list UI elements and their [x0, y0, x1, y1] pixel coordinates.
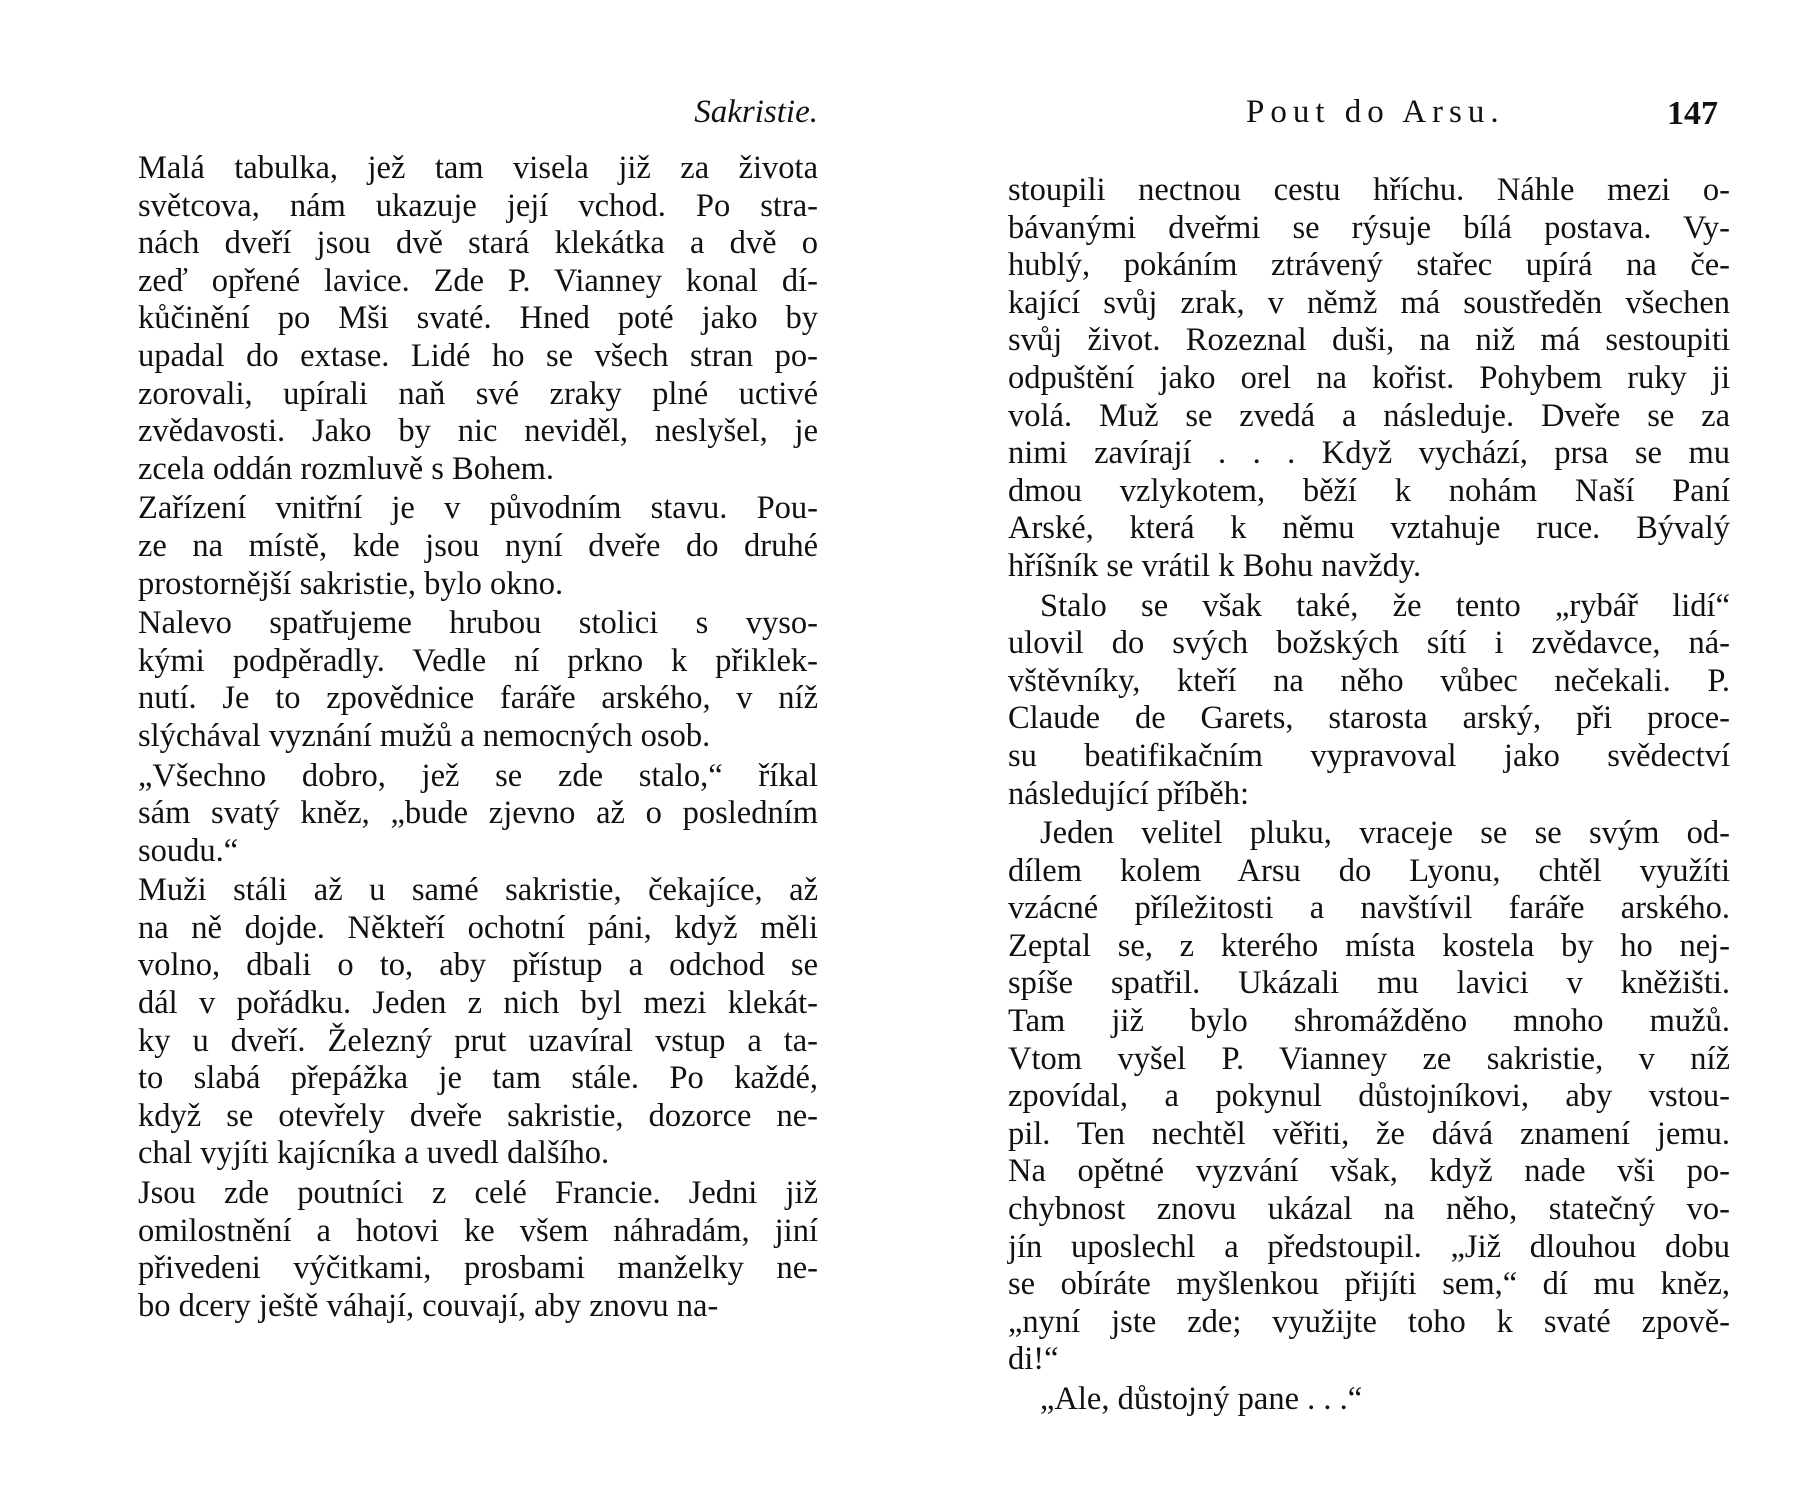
paragraph — [138, 872, 818, 1173]
text-line: Malá tabulka, jež tam visela již za života — [138, 150, 818, 186]
text-line: zpovídal, a pokynul důstojníkovi, aby vstou- — [1008, 1078, 1730, 1115]
text-line: volá. Muž se zvedá a následuje. Dveře se za — [1008, 397, 1730, 434]
text-line: to slabá přepážka je tam stále. Po každé, — [138, 1060, 818, 1097]
text-line: nách dveří jsou dvě stará klekátka a dvě o — [138, 225, 818, 262]
text-line: di!“ — [1008, 1341, 1059, 1378]
text-line: když se otevřely dveře sakristie, dozorce ne- — [138, 1097, 818, 1134]
text-line: Arské, která k němu vztahuje ruce. Bývalý — [1008, 510, 1730, 547]
text-line: volno, dbali o to, aby přístup a odchod se — [138, 947, 818, 984]
text-line: vštěvníky, kteří na něho vůbec nečekali. P. — [1008, 662, 1730, 699]
text-line: kými podpěradly. Vedle ní prkno k přiklek- — [138, 642, 818, 679]
text-line: zorovali, upírali naň své zraky plné uctivé — [138, 375, 818, 412]
text-line: soudu.“ — [138, 832, 239, 869]
text-line: Jsou zde poutníci z celé Francie. Jedni již — [138, 1175, 818, 1212]
text-line: nimi zavírají . . . Když vychází, prsa se mu — [1008, 435, 1730, 472]
text-line: chal vyjíti kajícníka a uvedl dalšího. — [138, 1135, 610, 1172]
left-body-text — [138, 150, 818, 1327]
text-line: kůčinění po Mši svaté. Hned poté jako by — [138, 300, 818, 337]
text-line: „Všechno dobro, jež se zde stalo,“ říkal — [138, 757, 818, 794]
text-line: Vtom vyšel P. Vianney ze sakristie, v níž — [1008, 1040, 1730, 1077]
text-line: odpuštění jako orel na kořist. Pohybem ruky ji — [1008, 359, 1730, 396]
text-line: přivedeni výčitkami, prosbami manželky ne- — [138, 1250, 818, 1287]
text-line: stoupili nectnou cestu hříchu. Náhle mezi o- — [1008, 172, 1730, 208]
page-number: 147 — [1667, 95, 1718, 132]
text-line: Zeptal se, z kterého místa kostela by ho nej- — [1008, 927, 1730, 964]
text-line: upadal do extase. Lidé ho se všech stran po- — [138, 337, 818, 374]
right-body-text — [1008, 172, 1730, 1421]
text-line: Zařízení vnitřní je v původním stavu. Pou- — [138, 490, 818, 527]
text-line: světcova, nám ukazuje její vchod. Po stra- — [138, 187, 818, 224]
text-line: na ně dojde. Někteří ochotní páni, když měli — [138, 909, 818, 946]
text-line: dmou vzlykotem, běží k nohám Naší Paní — [1008, 472, 1730, 509]
text-line: zvědavosti. Jako by nic neviděl, neslyšel, je — [138, 413, 818, 450]
paragraph — [138, 758, 818, 871]
right-page — [908, 0, 1816, 1500]
text-line: ze na místě, kde jsou nyní dveře do druhé — [138, 527, 818, 564]
text-line: ky u dveří. Železný prut uzavíral vstup a ta- — [138, 1022, 818, 1059]
text-line: zeď opřené lavice. Zde P. Vianney konal dí- — [138, 262, 818, 299]
text-line: prostornější sakristie, bylo okno. — [138, 565, 564, 602]
paragraph — [1008, 815, 1730, 1379]
text-line: hříšník se vrátil k Bohu navždy. — [1008, 547, 1422, 584]
text-line: spíše spatřil. Ukázali mu lavici v kněžišti. — [1008, 965, 1730, 1002]
text-line: hublý, pokáním ztrávený stařec upírá na če- — [1008, 247, 1730, 284]
text-line: Stalo se však také, že tento „rybář lidí“ — [1040, 587, 1730, 624]
text-line: dílem kolem Arsu do Lyonu, chtěl využíti — [1008, 852, 1730, 889]
text-line: „nyní jste zde; využijte toho k svaté zpově- — [1008, 1303, 1730, 1340]
text-line: chybnost znovu ukázal na něho, statečný vo- — [1008, 1191, 1730, 1228]
text-line: omilostnění a hotovi ke všem náhradám, jiní — [138, 1212, 818, 1249]
text-line: su beatifikačním vypravoval jako svědectví — [1008, 737, 1730, 774]
text-line: Nalevo spatřujeme hrubou stolici s vyso- — [138, 605, 818, 642]
text-line: sám svatý kněz, „bude zjevno až o posledním — [138, 795, 818, 832]
paragraph — [138, 150, 818, 488]
right-running-head: Pout do Arsu. — [1246, 94, 1505, 130]
text-line: svůj život. Rozeznal duši, na niž má sestoupiti — [1008, 322, 1730, 359]
text-line: bávanými dveřmi se rýsuje bílá postava. Vy- — [1008, 209, 1730, 246]
text-line: Tam již bylo shromážděno mnoho mužů. — [1008, 1003, 1730, 1040]
text-line: „Ale, důstojný pane . . .“ — [1040, 1381, 1363, 1417]
text-line: následující příběh: — [1008, 775, 1249, 812]
paragraph — [1008, 588, 1730, 814]
text-line: Jeden velitel pluku, vraceje se se svým od- — [1040, 815, 1730, 852]
text-line: vzácné příležitosti a navštívil faráře arského. — [1008, 890, 1730, 927]
text-line: pil. Ten nechtěl věřiti, že dává znamení jemu. — [1008, 1115, 1730, 1152]
text-line: kající svůj zrak, v němž má soustředěn všechen — [1008, 284, 1730, 321]
paragraph — [138, 1175, 818, 1325]
text-line: slýchával vyznání mužů a nemocných osob. — [138, 717, 711, 754]
paragraph — [138, 490, 818, 603]
text-line: Claude de Garets, starosta arský, při proce- — [1008, 700, 1730, 737]
paragraph — [1008, 172, 1730, 586]
text-line: Na opětné vyzvání však, když nade vši po- — [1008, 1153, 1730, 1190]
text-line: ulovil do svých božských sítí i zvědavce, ná- — [1008, 625, 1730, 662]
text-line: dál v pořádku. Jeden z nich byl mezi klekát- — [138, 985, 818, 1022]
text-line: Muži stáli až u samé sakristie, čekajíce, až — [138, 872, 818, 909]
paragraph — [138, 605, 818, 755]
paragraph — [1008, 1381, 1730, 1419]
text-line: se obíráte myšlenkou přijíti sem,“ dí mu kněz, — [1008, 1266, 1730, 1303]
text-line: nutí. Je to zpovědnice faráře arského, v níž — [138, 680, 818, 717]
left-running-head: Sakristie. — [694, 94, 818, 130]
text-line: zcela oddán rozmluvě s Bohem. — [138, 450, 555, 487]
text-line: bo dcery ještě váhají, couvají, aby znovu na- — [138, 1287, 719, 1324]
text-line: jín uposlechl a předstoupil. „Již dlouhou dobu — [1008, 1228, 1730, 1265]
